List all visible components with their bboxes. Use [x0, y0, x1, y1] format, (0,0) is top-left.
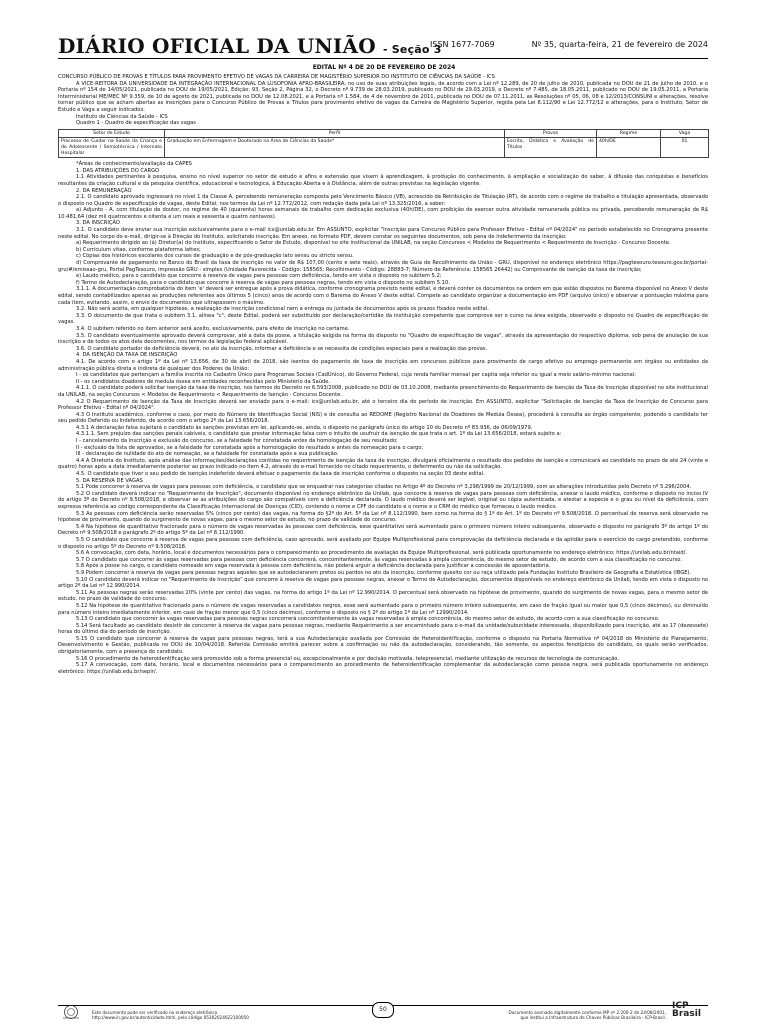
body-paragraph: 4.5. O candidato que tiver o seu pedido de isenção indeferido deverá efetuar o pagamento da taxa de inscrição conforme o disposto na seção 03 deste edital.	[76, 471, 485, 478]
verification-link[interactable]: http://www.in.gov.br/autenticidade.html, pelo código 05302024022100050	[92, 1015, 249, 1020]
body-paragraph: I - os candidatos que pertençam a família inscrita no Cadastro Único para Programas Sociais (CadÚnico), do Governo Federal, cuja renda familiar mensal per capita seja inferior ou igual a meio salário-mínimo nacional;	[76, 372, 636, 379]
body-paragraph: d) Comprovante de pagamento no Banco do Brasil da taxa de inscrição no valor de R$ 107,00 (cento e sete reais), através de Guia de Recolhimento da União - GRU, disponível no endereço eletrônico https://pagtesouro.tesouro.gov.br/portal-gru/#/emissao-gru, Portal PagTesouro, impressão GRU - simples (Unidade Favorecida - Código: 158565; Recolhimento - Código: 28883-7; Número de Referência: 158565 26442) ou Comprovante de isenção da taxa de inscrição;	[58, 260, 708, 273]
body-paragraph: 5.7 O candidato que concorrer às vagas reservadas para pessoas com deficiência concorrerá, concomitantemente, às vagas reservadas à ampla concorrência, do mesmo setor de estudo, de acordo com a sua classificação no concurso.	[76, 556, 683, 563]
vacancy-table	[58, 129, 709, 158]
body-paragraph: 3.3. O documento de que trata o subitem 3.1, alínea "c", deste Edital, poderá ser substituído por declaração/certidão da instituição competente que comprove ser o curso na área exigida, observado o disposto no Quadro de especificação de vagas.	[58, 312, 708, 326]
col-header-provas: Provas	[505, 129, 597, 138]
body-paragraph: II - os candidatos doadores de medula óssea em entidades reconhecidas pelo Ministério da Saúde.	[76, 378, 331, 385]
body-paragraph: 2. DA REMUNERAÇÃO	[76, 187, 132, 194]
body-paragraph: 5. DA RESERVA DE VAGAS	[76, 477, 143, 484]
body-paragraph: 1. DAS ATRIBUIÇÕES DO CARGO	[76, 167, 160, 174]
body-paragraph: a) Requerimento dirigido ao (à) Diretor(a) do Instituto, especificando o Setor de Estudo, disponível no site institucional da UNILAB, na seção Concursos < Modelos de Requerimento < Requerimento de Inscrição - Concurso Docente.	[76, 240, 671, 247]
signature-note: Documento assinado digitalmente conforme MP nº 2.200-2 de 24/08/2001, que institui a Infraestrutura de Chaves Públicas Brasileira - ICP-Brasil.	[508, 1010, 666, 1020]
body-paragraph: 4.3.1.1. Sem prejuízo das sanções penais cabíveis, o candidato que prestar informação falsa com o intuito de usufruir da isenção de que trata o art. 1º da Lei 13.656/2018, estará sujeito a:	[76, 431, 562, 438]
body-paragraph: 3.5. O candidato eventualmente aprovado deverá comprovar, até a data da posse, a titulação exigida na forma do disposto no "Quadro de especificação de vagas", através da apresentação do respectivo diploma, sob pena de anulação de sua inscrição e de todos os atos dela decorrentes, nos termos da legislação federal aplicável.	[58, 332, 708, 346]
body-paragraph: 5.9 Podem concorrer à reserva de vagas para pessoas negras aqueles que se autodeclararem pretos ou pardos no ato da inscrição, conforme quesito cor ou raça utilizado pela Fundação Instituto Brasileiro de Geografia e Estatística (IBGE).	[76, 569, 692, 576]
body-paragraph: 4.1. De acordo com o artigo 1º da Lei nº 13.656, de 30 de abril de 2018, são isentos do pagamento de taxa de inscrição em concursos públicos para provimento de cargo efetivo ou emprego permanente em órgãos ou entidades da administração pública direta e indireta de qualquer dos Poderes da União:	[58, 358, 708, 372]
body-paragraph: e) Laudo médico, para o candidato que concorre à reserva de vagas para pessoas com deficiência, tendo em vista o disposto no subitem 5.2;	[76, 273, 442, 280]
issue-date: Nº 35, quarta-feira, 21 de fevereiro de 2024	[531, 40, 708, 49]
newspaper-title: DIÁRIO OFICIAL DA UNIÃO - Seção 3	[58, 34, 442, 58]
body-paragraph: 3.1.1. A documentação comprobatória do item 'e' deverá ser entregue após a prova didática, conforme cronograma previsto neste edital, e deverá conter os documentos na ordem em que estão dispostos no Barema disponível no Anexo V deste edital, sendo contabilizados apenas as produções referentes aos últimos 5 (cinco) anos de acordo com o Barema do Anexo V deste edital. Compete ao candidato organizar a documentação em PDF (arquivo único) e observar a pontuação máxima para cada item, evitando, assim, o envio de documentos que ultrapassem o máximo.	[58, 286, 708, 306]
body-paragraph: 4.3.1 A declaração falsa sujeitará o candidato às sanções previstas em lei, aplicando-se, ainda, o disposto no parágrafo único do artigo 10 do Decreto nº 83.936, de 06/09/1979.	[76, 424, 533, 431]
cell-regime: 40h/DE	[597, 138, 661, 158]
table-header-row	[59, 129, 709, 138]
intro-heading: CONCURSO PÚBLICO DE PROVAS E TÍTULOS PARA PROVIMENTO EFETIVO DE VAGAS DA CARREIRA DE MAGISTÉRIO SUPERIOR DO INSTITUTO DE CIÊNCIAS DA SAÚDE - ICS	[58, 74, 495, 80]
body-paragraph: III - declaração de nulidade do ato de nomeação, se a falsidade for constatada após a sua publicação.	[76, 451, 339, 458]
edital-title: EDITAL Nº 4 DE 20 DE FEVEREIRO DE 2024	[312, 64, 456, 71]
body-paragraph: 1.1 Atividades pertinentes à pesquisa, ensino no nível superior no setor de estudo e afins e extensão que visem à aprendizagem, à produção do conhecimento, à ampliação e socialização do saber, à difusão das conquistas e benefícios resultantes da criação cultural e da pesquisa científica, educacional e tecnológica, à Educação Aberta e à Distância, além de outras previstas na legislação vigente.	[58, 174, 708, 187]
body-paragraph: 3. DA INSCRIÇÃO	[76, 220, 120, 227]
institute-name: Instituto de Ciências da Saúde - ICS	[76, 113, 168, 120]
col-header-regime: Regime	[597, 129, 661, 138]
body-paragraph: II - exclusão da lista de aprovados, se a falsidade for constatada após a homologação do resultado e antes da nomeação para o cargo;	[76, 444, 424, 451]
body-paragraph: 4.2 O Requerimento de Isenção da Taxa de Inscrição deverá ser enviado para o e-mail: ics@unilab.edu.br, até o terceiro dia do período de inscrição. Em ASSUNTO, explicitar "Solicitação de Isenção da Taxa de Inscrição do Concurso para Professor Efetivo - Edital nº 04/2024".	[58, 398, 708, 412]
body-paragraph: 3.2. Não será aceita, em qualquer hipótese, a realização de inscrição condicional nem a entrega ou juntada de documentos após os prazos fixados neste edital.	[76, 306, 489, 313]
body-paragraph: 5.15 O candidato que concorrer à reserva de vagas para pessoas negras, terá a sua Autodeclaração avaliada por Comissão de Heteroidentificação, conforme o disposto na Portaria Normativa nº 04/2018 do Ministério do Planejamento, Desenvolvimento e Gestão, publicada no DOU de 10/04/2018. Referida Comissão emitirá parecer sobre a confirmação ou não da autodeclaração, considerando, tão somente, os aspectos fenotípicos do candidato, os quais serão verificados, obrigatoriamente, com a presença do candidato.	[58, 635, 708, 656]
verification-note: Este documento pode ser verificado no endereço eletrônico http://www.in.gov.br/autenticidade.html, pelo código 05302024022100050	[92, 1010, 292, 1020]
body-paragraph: 3.6. O candidato portador de deficiência deverá, no ato da inscrição, informar a deficiência e se necessita de condições especiais para a realização das provas.	[76, 345, 488, 352]
body-paragraph: b) Curriculum vitae, conforme plataforma lattes;	[76, 246, 201, 253]
body-paragraph: 5.8 Após a posse no cargo, o candidato nomeado em vaga reservada à pessoa com deficiência, não poderá arguir a deficiência declarada para justificar a concessão de aposentadoria.	[76, 563, 551, 570]
col-header-setor: Setor de Estudo	[59, 129, 165, 138]
body-paragraph: 5.6 A convocação, com data, horário, local e documentos necessários para o comparecimento ao procedimento de avaliação da Equipe Multiprofissional, será publicada oportunamente no endereço eletrônico: https://unilab.edu.br/ntaid/.	[76, 550, 687, 557]
coat-of-arms-icon	[60, 1004, 82, 1020]
intro-paragraph: A VICE-REITORA DA UNIVERSIDADE DA INTEGRAÇÃO INTERNACIONAL DA LUSOFONIA AFRO-BRASILEIRA, no uso de suas atribuições legais, de acordo com a Lei nº 12.289, de 20 de julho de 2010, publicada no DOU de 21 de julho de 2010, e o Portaria nº 154 de 14/05/2021, publicada no DOU de 19/05/2021, Edição: 93, Seção 2, Página 32, o Decreto nº 9.739 de 28.03.2019, publicado no DOU de 29.03.2019, o Decreto nº 7.485, de 18.05.2011, publicado no DOU de 19.05.2011, a Portaria Interministerial ME/MEC Nº 9.359, de 10 de agosto de 2021, publicada no DOU de 12.08.2021, e a Portaria nº 1.584, de 4 de novembro de 2011, publicada no DOU de 07.11.2011, as Resoluções nº 05, 06, 08 e 12/2013/CONSUNI e alterações, resolve tornar público que se acham abertas as inscrições para o Concurso Público de Provas e Títulos para provimento efetivo de vagas da Carreira de Magistério Superior, regida pela Lei 8.112/90 e Lei 12.772/12 e alterações, para o Instituto, Setor de Estudo e Vaga a seguir indicados:	[58, 80, 708, 113]
body-paragraph: 4.3 O Instituto acadêmico, conforme o caso, por meio do Número de Identificação Social (NIS) e de consulta ao REDOME (Registro Nacional de Doadores de Medula Óssea), procederá à consulta ao órgão competente, podendo o candidato ter seu pedido Deferido ou Indeferido, de acordo com o artigo 2º da Lei 13.656/2018.	[58, 411, 708, 425]
body-paragraph: 5.5 O candidato que concorre à reserva de vagas para pessoas com deficiência, caso aprovado, será avaliado por Equipe Multiprofissional para comprovação da deficiência declarada e da aptidão para o exercício do cargo pretendido, conforme o disposto no artigo 5º do Decreto nº 9.508/2018.	[58, 536, 708, 550]
body-paragraph: 4. DA ISENÇÃO DA TAXA DE INSCRIÇÃO	[76, 352, 178, 359]
paragraph-list	[58, 161, 708, 675]
body-paragraph: 5.12 Na hipótese de quantitativo fracionado para o número de vagas reservadas a candidatos negros, esse será aumentado para o primeiro número inteiro subsequente, em caso de fração igual ou maior que 0,5 (cinco décimos), ou diminuído para número inteiro imediatamente inferior, em caso de fração menor que 0,5 (cinco décimos), conforme o disposto no § 2º do artigo 1º da Lei nº 12990/2014.	[58, 602, 708, 616]
icp-brasil-logo: ICP Brasil	[672, 1001, 701, 1019]
table-row	[59, 138, 709, 158]
cell-setor: Processo de Cuidar na Saúde da Criança e do Adolescente / Semiotécnica / Internato Hospitalar	[59, 138, 165, 158]
cell-perfil: Graduação em Enfermagem e Doutorado na Área de Ciências da Saúde*	[165, 138, 505, 158]
page-footer	[58, 1001, 708, 1022]
body-paragraph: f) Termo de Autodeclaração, para o candidato que concorre à reserva de vagas para pessoas negras, tendo em vista o disposto no subitem 5.10.	[76, 279, 450, 286]
issn: ISSN 1677-7069	[430, 40, 495, 49]
body-paragraph: 4.4 A Diretoria do Instituto, após análise das informações/declarações contidas no requerimento de isenção da taxa de inscrição, divulgará oficialmente o resultado dos pedidos de isenção e comunicará ao candidato no prazo de até 24 (vinte e quatro) horas após a data imediatamente posterior ao prazo indicado no item 4.2, através do e-mail fornecido no citado requerimento, o deferimento ou não da solicitação.	[58, 457, 708, 471]
col-header-perfil: Perfil	[165, 129, 505, 138]
body-paragraph: 5.16 O procedimento de heteroidentificação será promovido sob a forma presencial ou, excepcionalmente e por decisão motivada, telepresencial, mediante utilização de recursos de tecnologia de comunicação.	[76, 655, 619, 662]
document-body	[58, 74, 708, 675]
body-paragraph: 3.4. O subitem referido no item anterior será aceito, exclusivamente, para efeito de inscrição no certame.	[76, 325, 350, 332]
body-paragraph: 4.1.1. O candidato poderá solicitar isenção da taxa de inscrição, nos termos do Decreto no 6.593/2008, publicado no DOU de 03.10.2008, mediante preenchimento do Requerimento de Isenção da Taxa de Inscrição disponível no site institucional da UNILAB, na seção Concursos < Modelos de Requerimento < Requerimento de Isenção - Concurso Docente.	[58, 385, 708, 398]
body-paragraph: 2.1. O candidato aprovado ingressará no nível 1 da Classe A, percebendo remuneração composta pelo Vencimento Básico (VB), acrescido da Retribuição de Titulação (RT), de acordo com o regime de trabalho e titulação apresentada, observado o disposto no Quadro de especificação de vagas, deste Edital, nos termos da Lei nº 12.772/2012, com redação dada pela Lei nº 13.325/2016, a saber:	[58, 194, 708, 207]
body-paragraph: 5.10 O candidato deverá indicar no "Requerimento de Inscrição" que concorre à reserva de vagas para pessoas negras, anexar o Termo de Autodeclaração, documentos disponíveis no endereço eletrônico da Unilab, tendo em vista o disposto no artigo 2º da Lei nº 12.990/2014.	[58, 576, 708, 590]
body-paragraph: 5.14 Será facultado ao candidato desistir de concorrer à reserva de vagas para pessoas negras, mediante Requerimento a ser encaminhado para o e-mail da unidade/subunidade interessada, disponibilizado para inscrição, até as 17 (dezessete) horas do último dia do período de inscrição.	[58, 622, 708, 636]
body-paragraph: 3.1. O candidato deve enviar sua inscrição exclusivamente para o e-mail ics@unilab.edu.br. Em ASSUNTO, explicitar "Inscrição para Concurso Público para Professor Efetivo - Edital nº 04/2024" no período estabelecido no Cronograma presente neste edital. No corpo do e-mail, dirigir-se à Direção do Instituto, solicitando inscrição. Em anexo, no formato PDF, devem constar os seguintes documentos, sob pena de indeferimento da inscrição:	[58, 227, 708, 240]
body-paragraph: 5.17 A convocação, com data, horário, local e documentos necessários para o comparecimento ao procedimento de heteroidentificação complementar da autodeclaração como pessoa negra, será publicada oportunamente no endereço eletrônico: https://unilab.edu.br/sepir/.	[58, 662, 708, 675]
body-paragraph: *Áreas de conhecimento/avaliação da CAPES	[76, 161, 192, 168]
body-paragraph: 5.2 O candidato deverá indicar no "Requerimento de Inscrição", documento disponível no endereço eletrônico da Unilab, que concorre à reserva de vagas para pessoas com deficiência, anexar o laudo médico, conforme o disposto no inciso IV do artigo 3º do Decreto nº 9.508/2018, e observar se as atribuições do cargo são compatíveis com a deficiência declarada. O laudo médico deverá ser legível, original ou cópia autenticada, e atestar a espécie e o grau ou nível da deficiência, com expressa referência ao código correspondente da Classificação Internacional de Doenças (CID), contendo o nome e CPF do candidato e o nome e o CRM do médico que forneceu o laudo médico.	[58, 490, 708, 510]
body-paragraph: 5.4 Na hipótese de quantitativo fracionado para o número de vagas reservadas às pessoas com deficiência, esse quantitativo será aumentado para o primeiro número inteiro subsequente, observado o disposto no parágrafo 3º do artigo 1º do Decreto nº 9.508/2018 e parágrafo 2º do artigo 5º da Lei nº 8.112/1990.	[58, 523, 708, 537]
masthead	[58, 30, 708, 59]
body-paragraph: c) Cópias dos históricos escolares dos cursos de graduação e de pós-graduação lato sensu ou stricto sensu.	[76, 253, 354, 260]
body-paragraph: I - cancelamento da inscrição e exclusão do concurso, se a falsidade for constatada antes da homologação de seu resultado;	[76, 438, 398, 445]
body-paragraph: 5.3 As pessoas com deficiência serão reservadas 5% (cinco por cento) das vagas, na forma do §2º do Art. 5º da Lei nº 8.112/1990, bem como na forma do § 1º do Art. 1º do Decreto nº 9.508/2018. O percentual de reserva será observado na hipótese de provimento, quando do surgimento de novas vagas, para o mesmo setor de estudo, no prazo de validade do concurso.	[58, 510, 708, 524]
body-paragraph: 5.13 O candidato que concorrer às vagas reservadas para pessoas negras concorrerá concomitantemente às vagas reservadas à ampla concorrência, do mesmo setor de estudo, de acordo com a sua classificação no concurso.	[76, 616, 660, 623]
col-header-vaga: Vaga	[661, 129, 709, 138]
body-paragraph: 5.11 As pessoas negras serão reservadas 20% (vinte por cento) das vagas, na forma do artigo 1º da Lei nº 12.990/2014. O percentual será observado na hipótese de provimento, quando do surgimento de novas vagas, para o mesmo setor de estudo, no prazo de validade do concurso.	[58, 589, 708, 603]
section-label: - Seção 3	[383, 43, 442, 56]
body-paragraph: 5.1 Pode concorrer à reserva de vagas para pessoas com deficiência, o candidato que se enquadrar nas categorias citadas no Artigo 4º do Decreto nº 3.298/1999 de 20/12/1999, com as alterações introduzidas pelo Decreto nº 5.296/2004.	[76, 484, 692, 491]
table-caption: Quadro 1 - Quadro de especificação das vagas	[76, 120, 196, 127]
cell-provas: Escrita, Didática e Avaliação de Títulos	[505, 138, 597, 158]
cell-vaga: 01	[661, 138, 709, 158]
page-number: 50	[372, 1002, 394, 1018]
body-paragraph: a) Adjunto - A, com titulação de doutor, no regime de 40 (quarenta) horas semanais de trabalho com dedicação exclusiva (40h/DE), com proibição de exercer outra atividade remunerada pública ou privada, percebendo remuneração de R$ 10.481,64 (dez mil quatrocentos e oitenta e um reais e sessenta e quatro centavos).	[58, 207, 708, 220]
